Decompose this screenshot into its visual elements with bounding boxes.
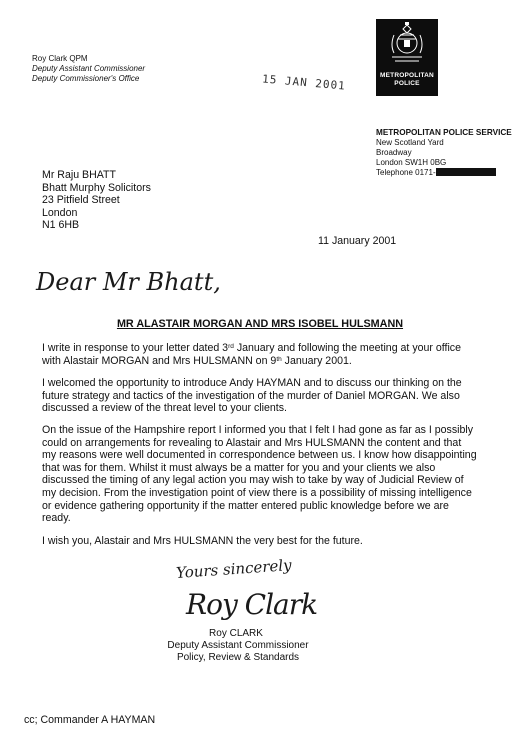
paragraph-1-part-b: January and following the meeting at your office with Alastair MORGAN and Mrs HULSMANN on 9 — [42, 342, 461, 367]
signatory-block — [0, 628, 476, 664]
received-date-stamp: 15 JAN 2001 — [261, 72, 347, 93]
paragraph-2: I welcomed the opportunity to introduce Andy HAYMAN and to discuss our thinking on the future strategy and tactics of the investigation of the murder of Daniel MORGAN. We also discussed a review of the threat level to your clients. — [42, 377, 462, 415]
crest-icon — [376, 19, 438, 75]
address-line-1: New Scotland Yard — [376, 138, 444, 147]
recipient-line-2: Bhatt Murphy Solicitors — [42, 181, 151, 194]
signatory-name: Roy CLARK — [209, 628, 263, 639]
service-address — [376, 128, 512, 178]
address-line-3: London SW1H 0BG — [376, 158, 447, 167]
service-name: METROPOLITAN POLICE SERVICE — [376, 128, 512, 137]
logo-line-2: POLICE — [394, 80, 420, 87]
recipient-line-4: London — [42, 206, 78, 219]
recipient-line-1: Mr Raju BHATT — [42, 169, 116, 181]
sender-name: Roy Clark QPM — [32, 54, 88, 63]
paragraph-3: On the issue of the Hampshire report I informed you that I felt I had gone as far as I possibly could on arrangements for revealing to Alastair and Mrs HULSMANN the content and that my reasons were well documented in correspondence between us. I know how disappointing that was for them. Whilst it must always be a matter for you and your clients we also discussed the timing of any legal action you may wish to take by way of Judicial Review of my decision. From the investigation point of view there is a possibility of missing intelligence or evidence gathering opportunity if the matter entered public knowledge before we are ready. — [42, 424, 477, 525]
telephone-number: 0171- — [415, 168, 436, 177]
subject-line: MR ALASTAIR MORGAN AND MRS ISOBEL HULSMANN — [116, 318, 404, 330]
recipient-address — [42, 169, 151, 232]
signature: Roy Clark — [186, 588, 318, 621]
sender-block — [32, 54, 145, 84]
metropolitan-police-logo — [376, 19, 438, 96]
sender-title: Deputy Assistant Commissioner — [32, 64, 146, 73]
ordinal-suffix: rd — [228, 343, 234, 350]
sender-office: Deputy Commissioner's Office — [32, 74, 140, 83]
ordinal-suffix: th — [276, 355, 282, 363]
cc-line — [24, 714, 155, 727]
paragraph-1-part-c: January 2001. — [281, 354, 352, 367]
logo-line-1: METROPOLITAN — [380, 72, 434, 79]
recipient-line-3: 23 Pitfield Street — [42, 194, 120, 207]
signatory-department: Policy, Review & Standards — [176, 652, 300, 663]
paragraph-1 — [42, 342, 478, 367]
recipient-line-5: N1 6HB — [42, 219, 80, 232]
telephone-line — [376, 168, 512, 178]
cc-label: cc; — [24, 714, 38, 726]
redaction-bar — [436, 168, 496, 176]
cc-name: Commander A HAYMAN — [40, 714, 156, 726]
paragraph-4: I wish you, Alastair and Mrs HULSMANN the very best for the future. — [42, 535, 363, 547]
telephone-label: Telephone — [376, 168, 413, 177]
address-line-2: Broadway — [376, 148, 412, 157]
handwritten-closing: Yours sincerely — [175, 555, 293, 583]
handwritten-salutation: Dear Mr Bhatt, — [36, 268, 221, 296]
signatory-title: Deputy Assistant Commissioner — [167, 640, 309, 651]
paragraph-1-part-a: I write in response to your letter dated 3 — [42, 342, 229, 354]
letter-date: 11 January 2001 — [318, 235, 397, 247]
